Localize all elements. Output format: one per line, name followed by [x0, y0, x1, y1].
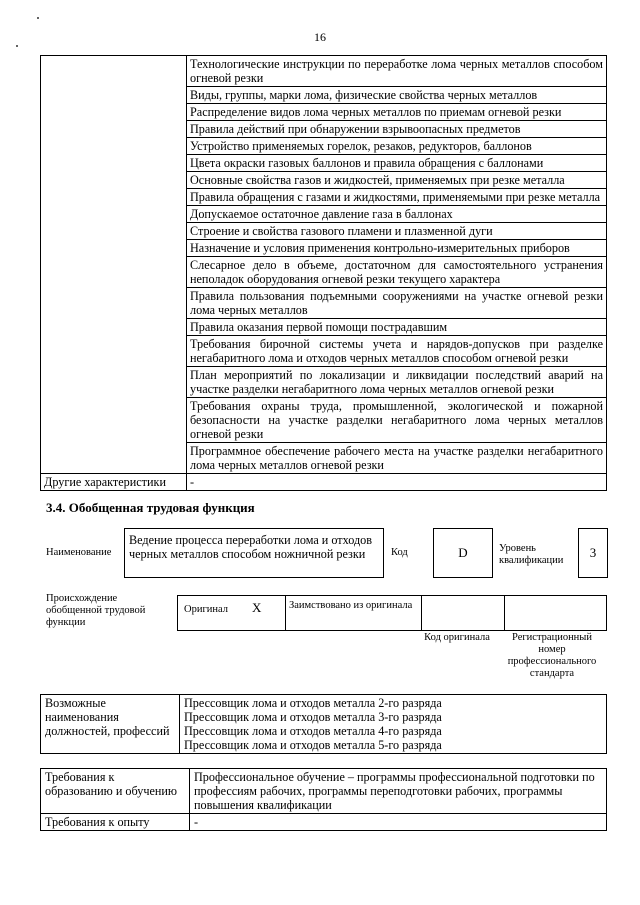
level-label: Уровень квалификации — [499, 543, 564, 566]
education-label: Требования к образованию и обучению — [41, 769, 190, 814]
knowledge-item: Правила действий при обнаружении взрывоопасных предметов — [187, 121, 607, 138]
borrowed-label: Заимствовано из оригинала — [289, 600, 413, 611]
reg-number-label: Регистрационный номер профессионального стандарта — [507, 632, 597, 679]
positions-list — [180, 695, 607, 754]
knowledge-item: Правила оказания первой помощи пострадавшим — [187, 319, 607, 336]
knowledge-label-cell — [41, 56, 187, 474]
education-table — [40, 768, 607, 831]
name-box — [124, 528, 384, 578]
level-value: 3 — [589, 545, 597, 560]
knowledge-item: Допускаемое остаточное давление газа в баллонах — [187, 206, 607, 223]
knowledge-item: Устройство применяемых горелок, резаков, редукторов, баллонов — [187, 138, 607, 155]
positions-table — [40, 694, 607, 754]
knowledge-table — [40, 55, 607, 491]
knowledge-item: Требования охраны труда, промышленной, экологической и пожарной безопасности на участке разделки негабаритного лома черных металлов огневой резки — [187, 398, 607, 443]
position-item: Прессовщик лома и отходов металла 5-го разряда — [184, 738, 442, 752]
experience-label: Требования к опыту — [41, 814, 190, 831]
education-value: Профессиональное обучение – программы профессиональной подготовки по профессиям рабочих, программы переподготовки рабочих, программы повышения квалификации — [190, 769, 607, 814]
code-original-label: Код оригинала — [424, 632, 490, 643]
knowledge-item: Распределение видов лома черных металлов по приемам огневой резки — [187, 104, 607, 121]
name-value: Ведение процесса переработки лома и отходов черных металлов способом ножничной резки — [129, 533, 373, 561]
knowledge-item: Виды, группы, марки лома, физические свойства черных металлов — [187, 87, 607, 104]
position-item: Прессовщик лома и отходов металла 4-го разряда — [184, 724, 442, 738]
other-value: - — [187, 474, 607, 491]
code-value: D — [458, 545, 468, 560]
knowledge-item: Требования бирочной системы учета и нарядов-допусков при разделке негабаритного лома и отходов черных металлов способом огневой резки — [187, 336, 607, 367]
knowledge-item: Назначение и условия применения контрольно-измерительных приборов — [187, 240, 607, 257]
name-label: Наименование — [46, 547, 112, 558]
page-number: 16 — [314, 30, 326, 44]
other-row — [41, 474, 607, 491]
position-item: Прессовщик лома и отходов металла 2-го разряда — [184, 696, 442, 710]
position-item: Прессовщик лома и отходов металла 3-го разряда — [184, 710, 442, 724]
other-label: Другие характеристики — [41, 474, 187, 491]
origin-label: Происхождение обобщенной трудовой функции — [46, 593, 146, 628]
original-label: Оригинал — [184, 604, 228, 615]
section-title: 3.4. Обобщенная трудовая функция — [46, 500, 255, 515]
knowledge-item: Строение и свойства газового пламени и плазменной дуги — [187, 223, 607, 240]
knowledge-item: Программное обеспечение рабочего места на участке разделки негабаритного лома черных металлов огневой резки — [187, 443, 607, 474]
level-box — [578, 528, 608, 578]
code-box — [433, 528, 493, 578]
original-mark: X — [252, 600, 262, 615]
knowledge-row — [41, 56, 607, 87]
knowledge-item: Правила обращения с газами и жидкостями, применяемыми при резке металла — [187, 189, 607, 206]
knowledge-item: Правила пользования подъемными сооружениями на участке огневой резки лома черных металлов — [187, 288, 607, 319]
scan-speck — [16, 45, 18, 47]
knowledge-item: Слесарное дело в объеме, достаточном для самостоятельного устранения неполадок оборудования огневой резки текущего характера — [187, 257, 607, 288]
experience-value: - — [190, 814, 607, 831]
knowledge-item: Технологические инструкции по переработке лома черных металлов способом огневой резки — [187, 56, 607, 87]
code-label: Код — [391, 547, 408, 558]
knowledge-item: Цвета окраски газовых баллонов и правила обращения с баллонами — [187, 155, 607, 172]
knowledge-item: Основные свойства газов и жидкостей, применяемых при резке металла — [187, 172, 607, 189]
knowledge-item: План мероприятий по локализации и ликвидации последствий аварий на участке разделки негабаритного лома черных металлов огневой резки — [187, 367, 607, 398]
scan-speck — [37, 17, 39, 19]
positions-label: Возможные наименования должностей, профессий — [41, 695, 180, 754]
